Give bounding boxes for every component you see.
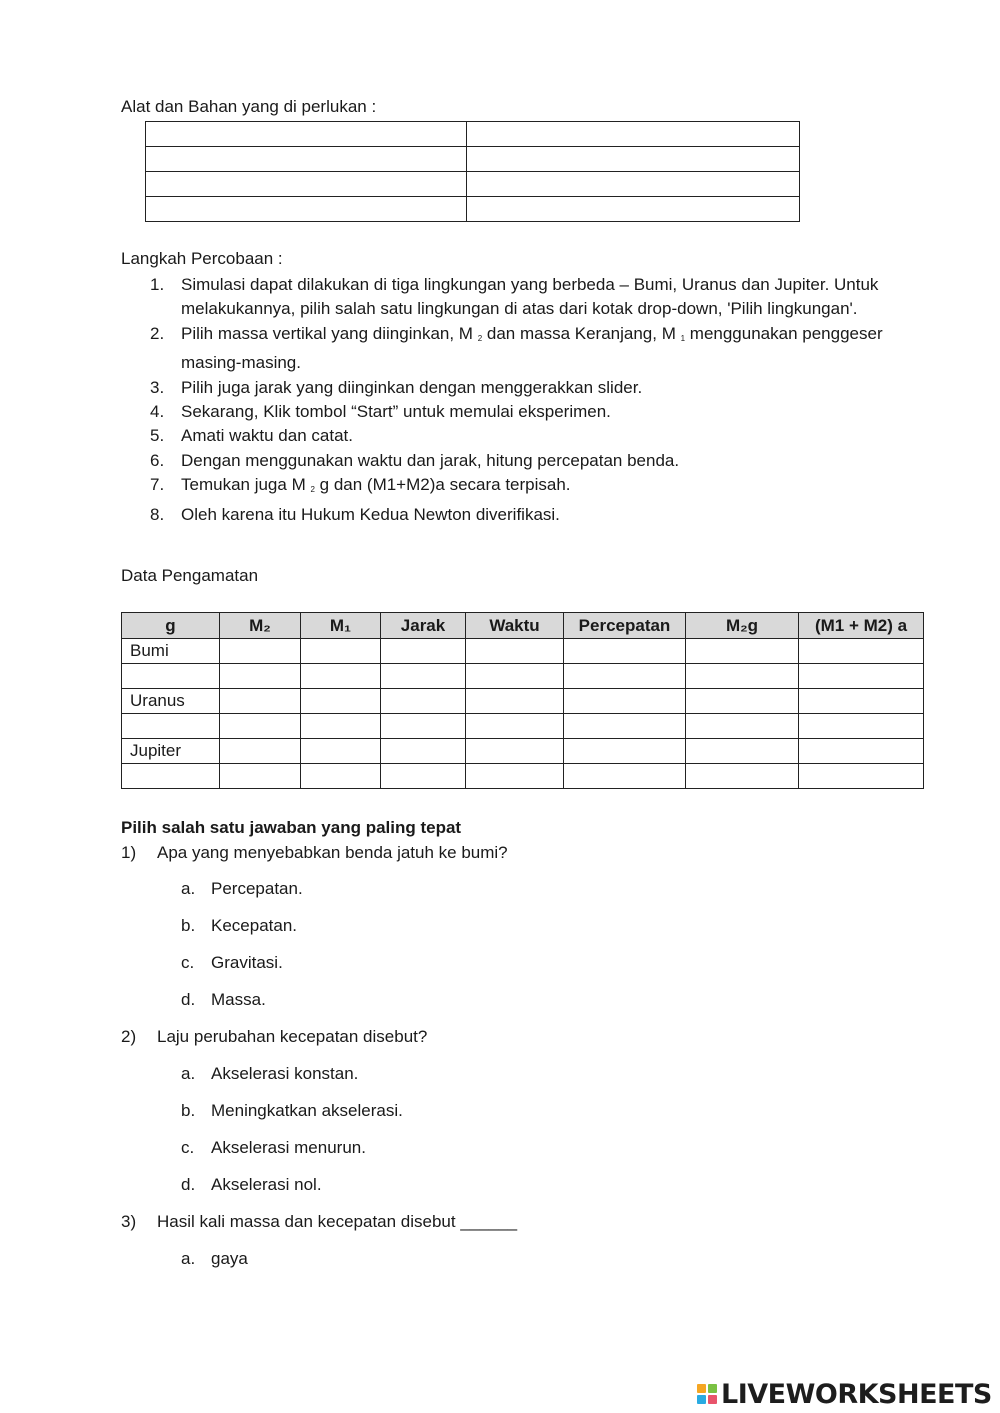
tools-cell[interactable]	[146, 172, 467, 197]
data-cell[interactable]	[799, 714, 924, 739]
logo-text: LIVEWORKSHEETS	[721, 1378, 992, 1410]
data-cell[interactable]	[686, 739, 799, 764]
list-item: 3. Pilih juga jarak yang diinginkan dengan menggerakkan slider.	[150, 377, 643, 397]
data-cell[interactable]	[220, 764, 301, 789]
data-cell[interactable]	[381, 664, 466, 689]
data-cell[interactable]	[799, 689, 924, 714]
data-cell[interactable]	[564, 664, 686, 689]
data-cell[interactable]	[301, 714, 381, 739]
tools-heading: Alat dan Bahan yang di perlukan :	[121, 97, 377, 116]
row-label	[122, 764, 220, 789]
logo-square-icon	[708, 1384, 717, 1393]
data-cell[interactable]	[466, 664, 564, 689]
list-item: 8. Oleh karena itu Hukum Kedua Newton diverifikasi.	[150, 504, 560, 524]
data-cell[interactable]	[466, 714, 564, 739]
data-cell[interactable]	[799, 739, 924, 764]
data-cell[interactable]	[686, 764, 799, 789]
column-header: Percepatan	[564, 613, 686, 639]
liveworksheets-logo-icon	[697, 1384, 717, 1404]
table-row	[122, 714, 924, 739]
logo-square-icon	[708, 1395, 717, 1404]
row-label	[122, 664, 220, 689]
data-cell[interactable]	[220, 739, 301, 764]
row-label: Uranus	[122, 689, 220, 714]
steps-list	[150, 273, 920, 527]
column-header: (M1 + M2) a	[799, 613, 924, 639]
column-header: M₂	[220, 613, 301, 639]
data-cell[interactable]	[686, 664, 799, 689]
tools-cell[interactable]	[146, 147, 467, 172]
tools-table	[145, 121, 800, 222]
list-item: 4. Sekarang, Klik tombol “Start” untuk memulai eksperimen.	[150, 402, 611, 422]
data-cell[interactable]	[799, 639, 924, 664]
liveworksheets-logo[interactable]	[697, 1377, 992, 1411]
data-cell[interactable]	[381, 714, 466, 739]
tools-cell[interactable]	[467, 147, 800, 172]
data-cell[interactable]	[564, 764, 686, 789]
data-cell[interactable]	[301, 689, 381, 714]
quiz-heading: Pilih salah satu jawaban yang paling tepat	[121, 818, 462, 837]
data-cell[interactable]	[301, 764, 381, 789]
data-cell[interactable]	[799, 764, 924, 789]
data-cell[interactable]	[466, 689, 564, 714]
data-table	[121, 612, 924, 789]
logo-square-icon	[697, 1395, 706, 1404]
data-cell[interactable]	[466, 739, 564, 764]
data-cell[interactable]	[381, 739, 466, 764]
data-cell[interactable]	[220, 689, 301, 714]
table-row	[146, 197, 800, 222]
list-item: 7. Temukan juga M $_2$ g dan (M1+M2)a secara terpisah.	[150, 475, 571, 495]
logo-square-icon	[697, 1384, 706, 1393]
data-cell[interactable]	[564, 714, 686, 739]
data-cell[interactable]	[220, 664, 301, 689]
tools-cell[interactable]	[146, 122, 467, 147]
data-cell[interactable]	[381, 764, 466, 789]
data-cell[interactable]	[301, 664, 381, 689]
data-cell[interactable]	[381, 639, 466, 664]
data-cell[interactable]	[564, 639, 686, 664]
list-item: 2. Pilih massa vertikal yang diinginkan, M $_2$ dan massa Keranjang, M $_1$ menggunakan penggeser masing-masing.	[150, 323, 883, 373]
table-row	[122, 764, 924, 789]
column-header: M₁	[301, 613, 381, 639]
tools-cell[interactable]	[146, 197, 467, 222]
row-label	[122, 714, 220, 739]
column-header: Waktu	[466, 613, 564, 639]
data-cell[interactable]	[564, 689, 686, 714]
list-item: 5. Amati waktu dan catat.	[150, 426, 353, 446]
tools-cell[interactable]	[467, 122, 800, 147]
data-cell[interactable]	[799, 664, 924, 689]
table-row	[122, 689, 924, 714]
table-header-row	[122, 613, 924, 639]
tools-cell[interactable]	[467, 172, 800, 197]
table-row	[122, 639, 924, 664]
column-header: M₂g	[686, 613, 799, 639]
tools-cell[interactable]	[467, 197, 800, 222]
data-cell[interactable]	[301, 639, 381, 664]
data-cell[interactable]	[686, 689, 799, 714]
data-cell[interactable]	[301, 739, 381, 764]
data-heading: Data Pengamatan	[121, 566, 259, 585]
row-label: Jupiter	[122, 739, 220, 764]
list-item: 1. Simulasi dapat dilakukan di tiga lingkungan yang berbeda – Bumi, Uranus dan Jupiter. Untuk melakukannya, pilih salah satu lingkungan di atas dari kotak drop-down, 'Pilih lingkungan'.	[150, 275, 879, 319]
data-cell[interactable]	[381, 689, 466, 714]
list-item: 6. Dengan menggunakan waktu dan jarak, hitung percepatan benda.	[150, 450, 680, 470]
table-row	[146, 147, 800, 172]
row-label: Bumi	[122, 639, 220, 664]
table-row	[146, 172, 800, 197]
data-cell[interactable]	[220, 639, 301, 664]
table-row	[146, 122, 800, 147]
data-cell[interactable]	[686, 639, 799, 664]
table-row	[122, 664, 924, 689]
data-cell[interactable]	[466, 639, 564, 664]
table-row	[122, 739, 924, 764]
column-header: g	[122, 613, 220, 639]
data-cell[interactable]	[564, 739, 686, 764]
steps-heading: Langkah Percobaan :	[121, 249, 283, 268]
column-header: Jarak	[381, 613, 466, 639]
data-cell[interactable]	[686, 714, 799, 739]
data-cell[interactable]	[220, 714, 301, 739]
data-cell[interactable]	[466, 764, 564, 789]
